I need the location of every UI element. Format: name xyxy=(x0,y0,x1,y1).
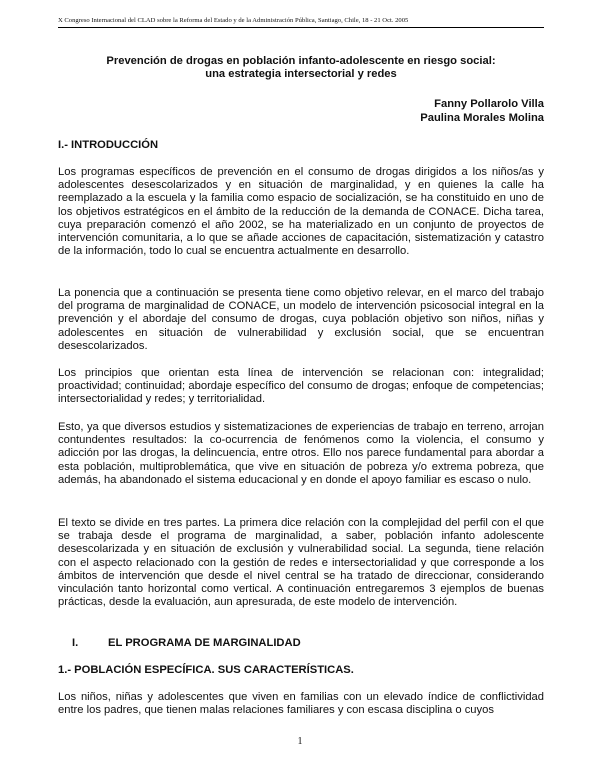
title-line-1: Prevención de drogas en población infanto-adolescente en riesgo social: xyxy=(106,55,496,67)
body-paragraph: La ponencia que a continuación se presenta tiene como objetivo relevar, en el marco del trabajo del programa de marginalidad de CONACE, un modelo de intervención psicosocial integral en la prevención y el abordaje del consumo de drogas, cuya población objetivo son niños, niñas y adolescentes en situación de vulnerabilidad y exclusión social, que se encuentran desescolarizados. xyxy=(58,287,544,352)
body-paragraph: Los programas específicos de prevención en el consumo de drogas dirigidos a los niños/as y adolescentes desescolarizados y en situación de marginalidad, y en quienes la calle ha reemplazado a la escuela y la familia como espacio de socialización, se ha constituido en uno de los objetivos estratégicos en el ámbito de la reducción de la demanda de CONACE. Dicha tarea, cuya preparación comenzó el año 2002, se ha materializado en un conjunto de proyectos de intervención comunitaria, a lo que se añade acciones de capacitación, sistematización y catastro de la información, todo lo cual se encuentra actualmente en desarrollo. xyxy=(58,166,544,258)
title-line-2: una estrategia intersectorial y redes xyxy=(205,68,397,80)
paper-title xyxy=(58,55,544,81)
body-paragraph: Esto, ya que diversos estudios y sistematizaciones de experiencias de trabajo en terreno, arrojan contundentes resultados: la co-ocurrencia de fenómenos como la violencia, el consumo y adicción por las drogas, la delincuencia, entre otros. Ello nos parece fundamental para abordar a esta población, multiproblemática, que vive en situación de pobreza y/o extrema pobreza, que además, ha abandonado el sistema educacional y en donde el apoyo familiar es escaso o nulo. xyxy=(58,421,544,486)
body-paragraph: Los principios que orientan esta línea de intervención se relacionan con: integralidad; proactividad; continuidad; abordaje específico del consumo de drogas; enfoque de competencias; intersectorialidad y redes; y territorialidad. xyxy=(58,367,544,406)
author-name: Paulina Morales Molina xyxy=(420,112,544,124)
section-number: I. xyxy=(72,637,79,649)
author-list xyxy=(420,97,544,125)
body-paragraph: El texto se divide en tres partes. La primera dice relación con la complejidad del perfil con el que se trabaja desde el programa de marginalidad, a saber, población infanto adolescente desescolarizada y en situación de exclusión y vulnerabilidad social. La segunda, tiene relación con el aspecto relacionado con la gestión de redes e intersectorialidad y que corresponde a los ámbitos de intervención que desde el nivel central se ha tratado de direccionar, considerando vinculación tanto horizontal como vertical. A continuación entregaremos 3 ejemplos de buenas prácticas, desde la evaluación, aun apresurada, de este modelo de intervención. xyxy=(58,517,544,609)
page-number: 1 xyxy=(297,736,303,747)
author-name: Fanny Pollarolo Villa xyxy=(434,98,544,110)
intro-heading: I.- INTRODUCCIÓN xyxy=(58,139,159,151)
subsection-heading: 1.- POBLACIÓN ESPECÍFICA. SUS CARACTERÍSTICAS. xyxy=(58,664,354,676)
running-header: X Congreso Internacional del CLAD sobre la Reforma del Estado y de la Administración Pública, Santiago, Chile, 18 - 21 Oct. 2005 xyxy=(58,17,544,28)
section-heading: EL PROGRAMA DE MARGINALIDAD xyxy=(108,637,301,649)
body-paragraph: Los niños, niñas y adolescentes que viven en familias con un elevado índice de conflictividad entre los padres, que tienen malas relaciones familiares y con escasa disciplina o cuyos xyxy=(58,691,544,717)
